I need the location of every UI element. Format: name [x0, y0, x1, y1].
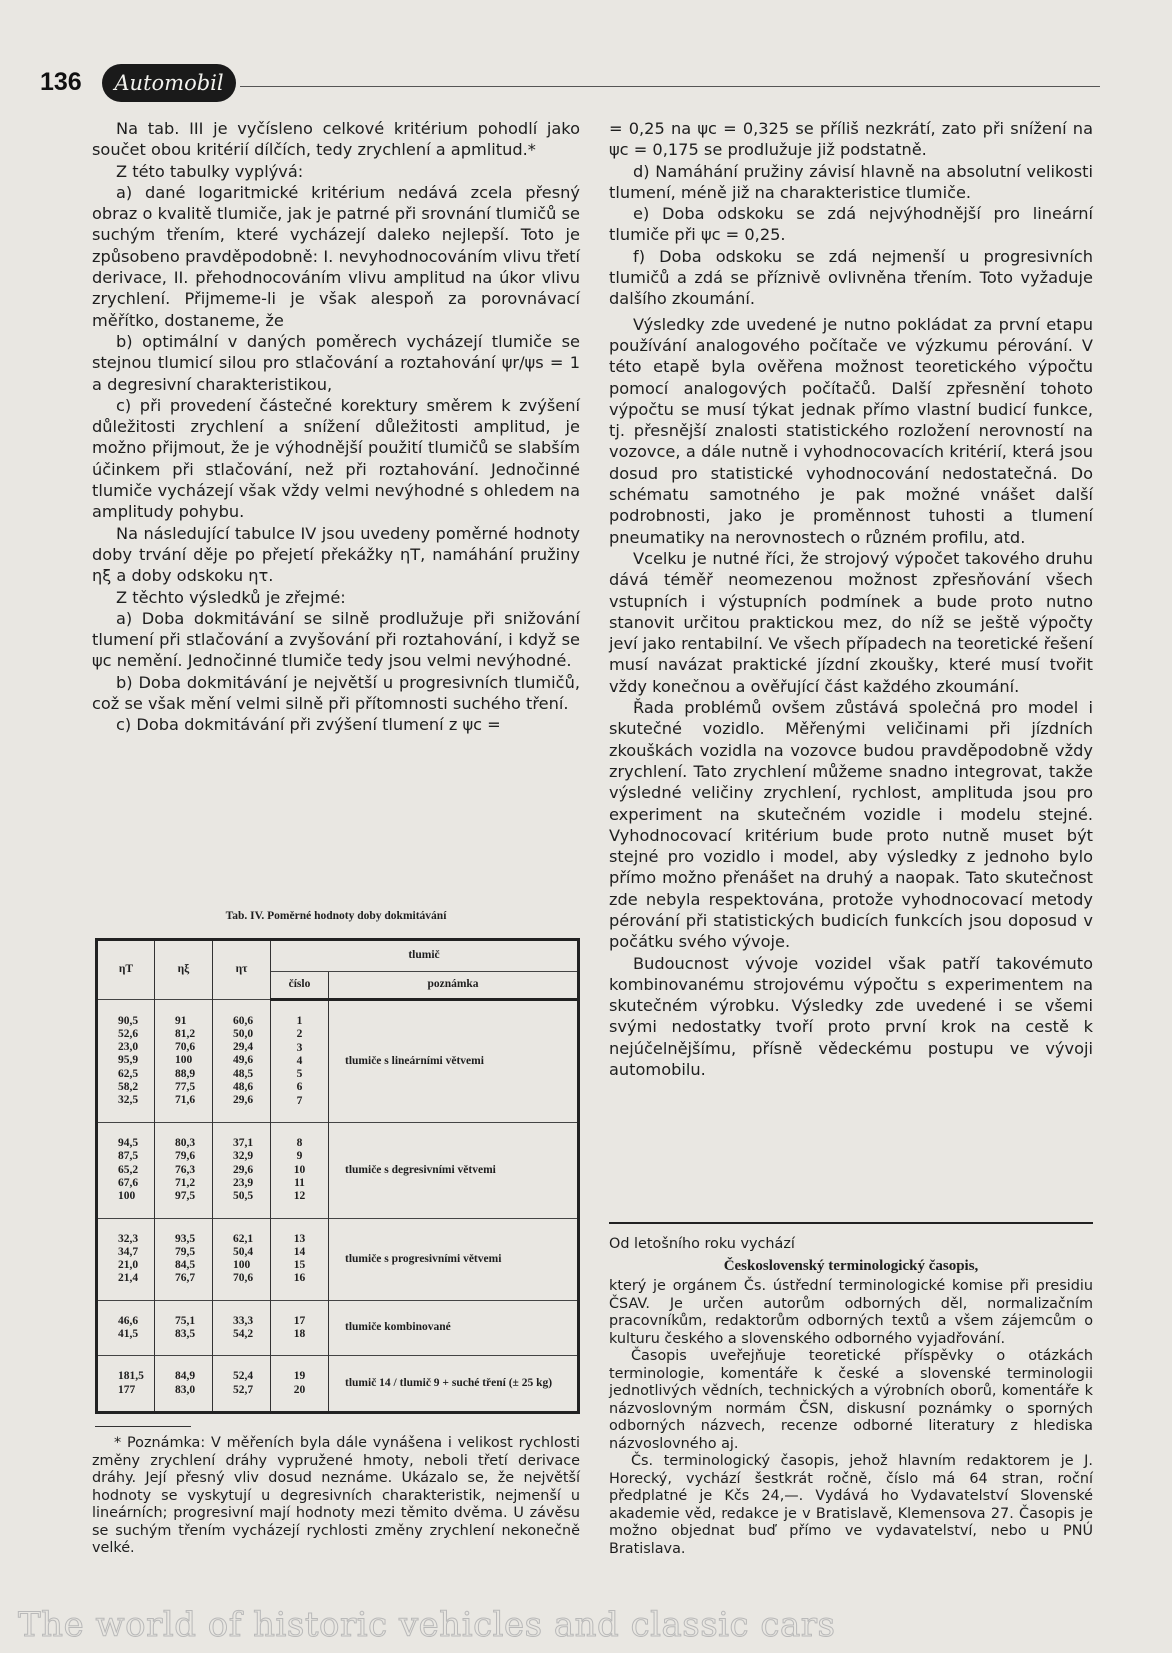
announcement-box — [609, 1236, 1093, 1558]
announcement-intro: Od letošního roku vychází — [609, 1236, 795, 1252]
paragraph: Z těchto výsledků je zřejmé: — [116, 587, 346, 607]
paragraph: Vcelku je nutné říci, že strojový výpočet takového druhu dává téměř neomezenou možnost zpřesňování všech vstupních i výstupních podmínek a bude proto nutno stanovit určitou praktickou mez, do níž se ještě výpočty jeví jako rentabilní. Ve všech případech na teoretické řešení musí navázat praktické jízdní zkoušky, které musí tvořit vždy konečnou a ověřující část každého zkoumání. — [609, 548, 1093, 696]
paragraph: c) Doba dokmitávání při zvýšení tlumení z ψc = — [116, 715, 501, 735]
col-number: číslo — [271, 972, 329, 1000]
paragraph: a) Doba dokmitávání se silně prodlužuje při snižování tlumení při stlačování a zvyšování při roztahování, i když se ψc nemění. Jednočinné tlumiče tedy jsou velmi nevýhodné. — [92, 608, 580, 671]
paragraph: Na tab. III je vyčísleno celkové kritérium pohodlí jako součet obou kritérií dílčích, tedy zrychlení a apmlitud.* — [92, 119, 580, 160]
paragraph: Řada problémů ovšem zůstává společná pro model i skutečné vozidlo. Měřenými veličinami při jízdních zkouškách vozidla na vozovce budou pravděpodobně vždy zrychlení. Tato zrychlení můžeme snadno integrovat, takže výsledné veličiny zrychlení, rychlost, amplituda jsou pro experiment na skutečném vozidle i modelu stejné. Vyhodnocovací kritérium bude proto nutně muset být stejné pro vozidlo i model, aby výsledky z jednoho bylo přímo možno přenášet na druhý a naopak. Tato skutečnost zde nebyla respektována, protože vyhodnocovací metody pérování při statistických budicích funkcích jsou doposud v počátku svého vývoje. — [609, 698, 1093, 952]
table-row-group — [97, 1123, 579, 1218]
cell-note: tlumiče kombinované — [329, 1300, 579, 1356]
paragraph: d) Namáhání pružiny závisí hlavně na absolutní velikosti tlumení, méně již na charakteristice tlumiče. — [609, 161, 1093, 202]
page-header — [40, 64, 1140, 114]
col-eta-tau: ητ — [213, 940, 271, 1000]
cell-eta-tau: 52,4 52,7 — [213, 1356, 271, 1413]
cell-note: tlumiče s lineárními větvemi — [329, 1000, 579, 1123]
page-number: 136 — [40, 68, 82, 96]
footnote-rule — [95, 1426, 191, 1427]
cell-number: 1 2 3 4 5 6 7 — [271, 1000, 329, 1123]
table-row-group — [97, 1356, 579, 1413]
paragraph: e) Doba odskoku se zdá nejvýhodnější pro lineární tlumiče při ψc = 0,25. — [609, 204, 1093, 245]
cell-eta-tau: 33,3 54,2 — [213, 1300, 271, 1356]
paragraph: f) Doba odskoku se zdá nejmenší u progresivních tlumičů a zdá se příznivě ovlivněna třením. Toto vyžaduje dalšího zkoumání. — [609, 246, 1093, 309]
col-eta-xi: ηξ — [155, 940, 213, 1000]
paragraph: b) Doba dokmitávání je největší u progresivních tlumičů, což se však mění velmi silně při přítomnosti suchého tření. — [92, 672, 580, 714]
paragraph: c) při provedení částečné korektury směrem k zvýšení důležitosti zrychlení a snížení důležitosti amplitud, je možno přijmout, že je výhodnější použití tlumičů se slabším účinkem při stlačování, než při roztahování. Jednočinné tlumiče vycházejí však vždy velmi nevýhodné s ohledem na amplitudy pohybu. — [92, 395, 580, 522]
footnote-text: * Poznámka: V měřeních byla dále vynášena i velikost rychlosti změny zrychlení dráhy vypružené hmoty, neboli třetí derivace dráhy. Její přesný vliv dosud neznáme. Ukázalo se, že největší hodnoty se vyskytují u degresivních charakteristik, nejmenší u lineárních; progresivní mají hodnoty mezi těmito dvěma. U závěsu se suchým třením vycházejí rychlosti změny zrychlení nekonečně velké. — [92, 1435, 580, 1556]
paragraph: Výsledky zde uvedené je nutno pokládat za první etapu používání analogového počítače ve výzkumu pérování. V této etapě byla ověřena možnost teoretického výpočtu pomocí analogových počítačů. Další zpřesnění tohoto výpočtu se musí týkat jednak přímo vlastní budicí funkce, tj. přesnější znalosti statistického rozložení nerovností na vozovce, a dále nutně i vyhodnocovacích kritérií, která jsou dosud pro statistické vyhodnocování nedostatečná. Do schématu samotného je pak možné vnášet další podrobnosti, jako je proměnnost tuhosti a tlumení pneumatiky na nerovnostech o různém profilu, atd. — [609, 314, 1093, 547]
col-group-damper: tlumič — [271, 940, 579, 972]
cell-eta-tau: 62,1 50,4 100 70,6 — [213, 1218, 271, 1300]
cell-eta-t: 32,3 34,7 21,0 21,4 — [97, 1218, 155, 1300]
table-row-group — [97, 1218, 579, 1300]
header-rule — [240, 86, 1100, 87]
paragraph: Budoucnost vývoje vozidel však patří takovémuto kombinovanému strojovému výpočtu s experimentem na skutečném výrobku. Výsledky zde uvedené i se všemi svými nedostatky tvoří proto první krok na cestě k nejúčelnějšímu, přísně vědeckému postupu ve vývoji automobilu. — [609, 953, 1093, 1080]
cell-eta-t: 181,5 177 — [97, 1356, 155, 1413]
cell-eta-xi: 80,3 79,6 76,3 71,2 97,5 — [155, 1123, 213, 1218]
footnote — [92, 1435, 580, 1558]
announcement-paragraph: Časopis uveřejňuje teoretické příspěvky o otázkách terminologie, komentáře k české a slovenské terminologii jednotlivých vědních, technických a výrobních oborů, komentáře k názvoslovným normám ČSN, diskusní poznámky o sporných odborných názvech, recenze odborné literatury z hlediska názvoslovného aj. — [609, 1348, 1093, 1452]
cell-eta-xi: 84,9 83,0 — [155, 1356, 213, 1413]
cell-eta-xi: 91 81,2 70,6 100 88,9 77,5 71,6 — [155, 1000, 213, 1123]
cell-note: tlumiče s progresivními větvemi — [329, 1218, 579, 1300]
cell-number: 13 14 15 16 — [271, 1218, 329, 1300]
paragraph: b) optimální v daných poměrech vycházejí tlumiče se stejnou tlumicí silou pro stlačování a roztahování ψr/ψs = 1 a degresivní charakteristikou, — [92, 331, 580, 394]
cell-number: 17 18 — [271, 1300, 329, 1356]
cell-eta-tau: 60,6 50,0 29,4 49,6 48,5 48,6 29,6 — [213, 1000, 271, 1123]
cell-eta-t: 94,5 87,5 65,2 67,6 100 — [97, 1123, 155, 1218]
paragraph: = 0,25 na ψc = 0,325 se příliš nezkrátí, zato při snížení na ψc = 0,175 se prodlužuje již podstatně. — [609, 119, 1093, 160]
col-note: poznámka — [329, 972, 579, 1000]
col-eta-t: ηT — [97, 940, 155, 1000]
announcement-paragraph: Čs. terminologický časopis, jehož hlavním redaktorem je J. Horecký, vychází šestkrát ročně, číslo má 64 stran, roční předplatné je Kčs 24,—. Vydává ho Vydavatelství Slovenské akademie věd, redakce je v Bratislavě, Klemensova 27. Časopis je možno objednat buď přímo ve vydavatelství, nebo u PNÚ Bratislava. — [609, 1453, 1093, 1557]
watermark: The world of historic vehicles and classic cars — [18, 1605, 836, 1645]
cell-number: 8 9 10 11 12 — [271, 1123, 329, 1218]
left-column — [92, 118, 580, 736]
damper-table — [95, 938, 580, 1414]
cell-eta-xi: 75,1 83,5 — [155, 1300, 213, 1356]
table-caption: Tab. IV. Poměrné hodnoty doby dokmitávání — [225, 910, 447, 922]
cell-eta-t: 46,6 41,5 — [97, 1300, 155, 1356]
cell-note: tlumič 14 / tlumič 9 + suché tření (± 25 kg) — [329, 1356, 579, 1413]
right-column — [609, 118, 1093, 1080]
cell-eta-xi: 93,5 79,5 84,5 76,7 — [155, 1218, 213, 1300]
announcement-paragraph: který je orgánem Čs. ústřední terminologické komise při presidiu ČSAV. Je určen autorům odborných děl, normalizačním pracovníkům, redaktorům odborných textů a všem zájemcům o kulturu českého a slovenského odborného vyjadřování. — [609, 1278, 1093, 1347]
table-row-group — [97, 1300, 579, 1356]
automobil-logo: Automobil — [102, 64, 236, 102]
cell-note: tlumiče s degresivními větvemi — [329, 1123, 579, 1218]
cell-eta-t: 90,5 52,6 23,0 95,9 62,5 58,2 32,5 — [97, 1000, 155, 1123]
cell-number: 19 20 — [271, 1356, 329, 1413]
cell-eta-tau: 37,1 32,9 29,6 23,9 50,5 — [213, 1123, 271, 1218]
paragraph: Na následující tabulce IV jsou uvedeny poměrné hodnoty doby trvání děje po přejetí překážky ηT, namáhání pružiny ηξ a doby odskoku ητ. — [92, 523, 580, 586]
announcement-rule — [609, 1222, 1093, 1224]
announcement-title: Československý terminologický časopis, — [723, 1257, 979, 1274]
table-row-group — [97, 1000, 579, 1123]
paragraph: Z této tabulky vyplývá: — [116, 161, 304, 181]
paragraph: a) dané logaritmické kritérium nedává zcela přesný obraz o kvalitě tlumiče, jak je patrné při srovnání tlumičů se suchým třením, které vycházejí daleko nejlepší. Toto je způsobeno pravděpodobně: I. nevyhodnocováním vlivu třetí derivace, II. přehodnocováním vlivu amplitud na úkor vlivu zrychlení. Přijmeme-li je však alespoň za porovnávací měřítko, dostaneme, že — [92, 182, 580, 330]
